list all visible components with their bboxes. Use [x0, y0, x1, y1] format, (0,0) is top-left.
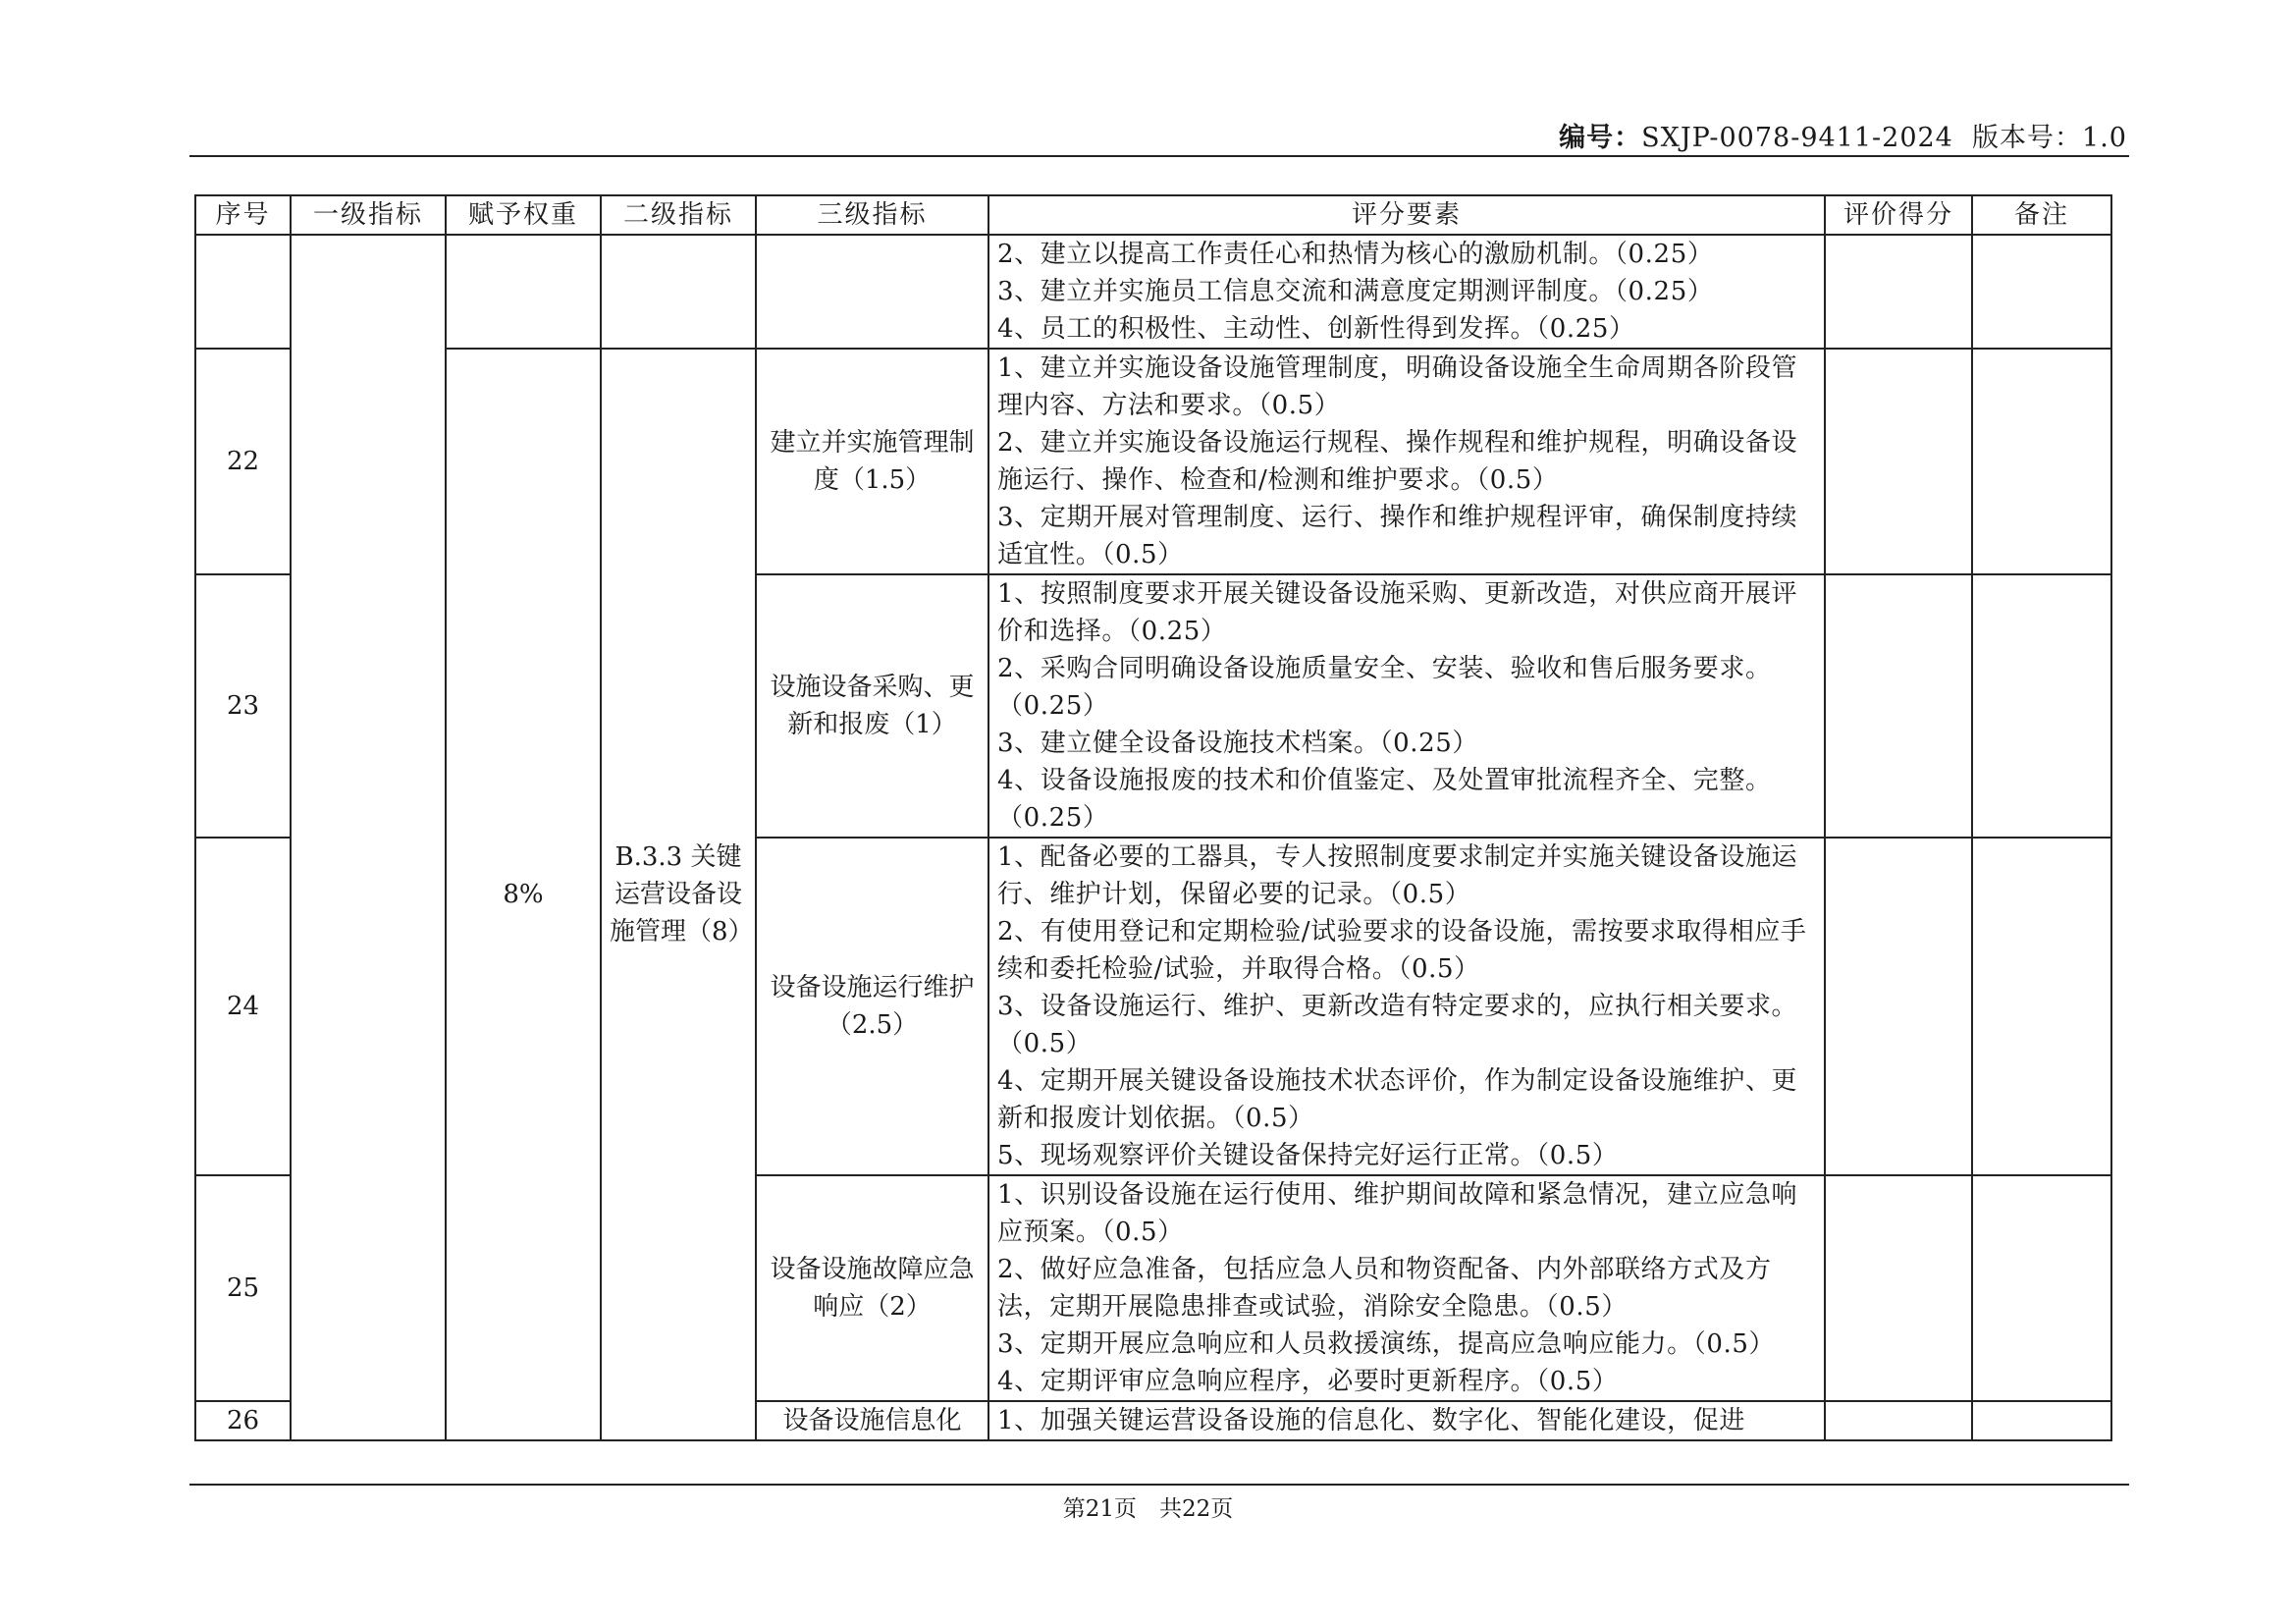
criteria-item: 4、设备设施报废的技术和价值鉴定、及处置审批流程齐全、完整。（0.25）: [997, 766, 1772, 833]
col-header-level1: 一级指标: [291, 195, 446, 235]
level3-cell: [756, 235, 988, 349]
criteria-cell: [988, 838, 1825, 1175]
version-label: 版本号：: [1972, 123, 2083, 153]
criteria-item: 4、员工的积极性、主动性、创新性得到发挥。（0.25）: [997, 314, 1635, 344]
code-label: 编号：: [1559, 123, 1642, 153]
row-no: [195, 235, 291, 349]
criteria-item: 2、采购合同明确设备设施质量安全、安装、验收和售后服务要求。（0.25）: [997, 654, 1772, 721]
col-header-level3: 三级指标: [756, 195, 988, 235]
table-row: [195, 235, 2111, 349]
criteria-item: 5、现场观察评价关键设备保持完好运行正常。（0.5）: [997, 1141, 1619, 1170]
row-no: 24: [195, 838, 291, 1175]
weight-cell-continued: [446, 235, 601, 349]
remarks-cell: [1972, 1401, 2111, 1440]
row-no: 25: [195, 1175, 291, 1401]
criteria-cell: [988, 574, 1825, 838]
score-cell: [1825, 1175, 1972, 1401]
col-header-level2: 二级指标: [601, 195, 756, 235]
col-header-no: 序号: [195, 195, 291, 235]
level2-cell-continued: [601, 235, 756, 349]
level1-cell: [291, 235, 446, 1440]
level2-cell: B.3.3 关键运营设备设施管理（8）: [601, 349, 756, 1440]
row-no: 23: [195, 574, 291, 838]
remarks-cell: [1972, 1175, 2111, 1401]
criteria-cell: [988, 1401, 1825, 1440]
criteria-item: 2、建立以提高工作责任心和热情为核心的激励机制。（0.25）: [997, 240, 1714, 269]
score-cell: [1825, 349, 1972, 574]
criteria-item: 3、定期开展对管理制度、运行、操作和维护规程评审，确保制度持续适宜性。（0.5）: [997, 503, 1798, 569]
criteria-item: 1、识别设备设施在运行使用、维护期间故障和紧急情况，建立应急响应预案。（0.5）: [997, 1180, 1798, 1247]
header-rule: [189, 155, 2129, 157]
evaluation-table: [194, 194, 2112, 1441]
col-header-weight: 赋予权重: [446, 195, 601, 235]
score-cell: [1825, 1401, 1972, 1440]
footer-rule: [189, 1484, 2129, 1486]
level3-cell: 设备设施信息化: [756, 1401, 988, 1440]
remarks-cell: [1972, 235, 2111, 349]
level3-cell: 设备设施故障应急响应（2）: [756, 1175, 988, 1401]
criteria-item: 2、做好应急准备，包括应急人员和物资配备、内外部联络方式及方法，定期开展隐患排查或试验，消除安全隐患。（0.5）: [997, 1255, 1772, 1322]
criteria-item: 3、建立并实施员工信息交流和满意度定期测评制度。（0.25）: [997, 277, 1714, 306]
criteria-cell: [988, 349, 1825, 574]
criteria-cell: [988, 1175, 1825, 1401]
row-no: 26: [195, 1401, 291, 1440]
criteria-item: 1、建立并实施设备设施管理制度，明确设备设施全生命周期各阶段管理内容、方法和要求。（0.5）: [997, 353, 1798, 420]
criteria-item: 3、设备设施运行、维护、更新改造有特定要求的，应执行相关要求。（0.5）: [997, 992, 1798, 1058]
criteria-item: 4、定期开展关键设备设施技术状态评价，作为制定设备设施维护、更新和报废计划依据。（0.5）: [997, 1066, 1798, 1133]
level3-cell: 设备设施运行维护（2.5）: [756, 838, 988, 1175]
code-value: SXJP-0078-9411-2024: [1641, 123, 1953, 153]
criteria-item: 3、定期开展应急响应和人员救援演练，提高应急响应能力。（0.5）: [997, 1329, 1776, 1359]
page-number: 第21页 共22页: [1062, 1496, 1234, 1522]
criteria-item: 2、有使用登记和定期检验/试验要求的设备设施，需按要求取得相应手续和委托检验/试验，并取得合格。（0.5）: [997, 917, 1807, 984]
remarks-cell: [1972, 349, 2111, 574]
criteria-item: 2、建立并实施设备设施运行规程、操作规程和维护规程，明确设备设施运行、操作、检查和/检测和维护要求。（0.5）: [997, 428, 1798, 495]
score-cell: [1825, 574, 1972, 838]
criteria-item: 1、按照制度要求开展关键设备设施采购、更新改造，对供应商开展评价和选择。（0.25）: [997, 579, 1798, 646]
criteria-item: 3、建立健全设备设施技术档案。（0.25）: [997, 729, 1479, 758]
table-row: [195, 349, 2111, 574]
criteria-item: 1、加强关键运营设备设施的信息化、数字化、智能化建设，促进: [997, 1406, 1745, 1435]
criteria-item: 4、定期评审应急响应程序，必要时更新程序。（0.5）: [997, 1367, 1619, 1396]
score-cell: [1825, 838, 1972, 1175]
col-header-remarks: 备注: [1972, 195, 2111, 235]
level3-cell: 设施设备采购、更新和报废（1）: [756, 574, 988, 838]
weight-cell: 8%: [446, 349, 601, 1440]
remarks-cell: [1972, 838, 2111, 1175]
level3-cell: 建立并实施管理制度（1.5）: [756, 349, 988, 574]
row-no: 22: [195, 349, 291, 574]
document-code: [1559, 116, 2127, 154]
remarks-cell: [1972, 574, 2111, 838]
col-header-score: 评价得分: [1825, 195, 1972, 235]
table-header-row: [195, 195, 2111, 235]
col-header-criteria: 评分要素: [988, 195, 1825, 235]
score-cell: [1825, 235, 1972, 349]
criteria-cell: [988, 235, 1825, 349]
criteria-item: 1、配备必要的工器具，专人按照制度要求制定并实施关键设备设施运行、维护计划，保留必要的记录。（0.5）: [997, 842, 1798, 909]
version-value: 1.0: [2082, 123, 2127, 153]
